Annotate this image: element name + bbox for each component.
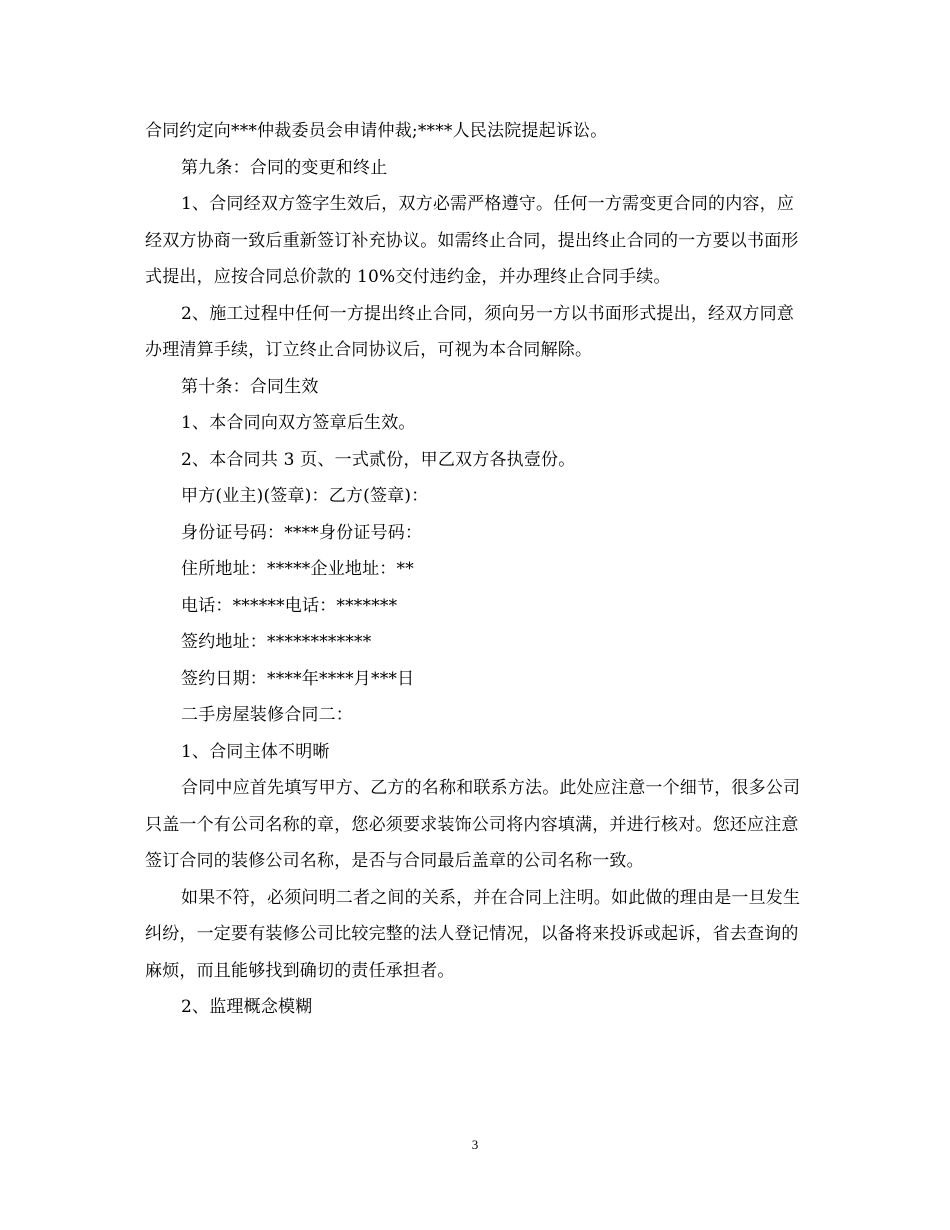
signature-party-line: 甲方(业主)(签章)：乙方(签章)： [181,486,429,506]
subheading-unclear-party: 1、合同主体不明晰 [181,741,330,762]
section-heading-contract-two: 二手房屋装修合同二： [181,705,353,725]
document-body [145,113,807,1026]
paragraph-contract-termination: 2、施工过程中任何一方提出终止合同，须向另一方以书面形式提出，经双方同意办理清算手续，订立终止合同协议后，可视为本合同解除。 [145,303,795,360]
id-number-line: 身份证号码：****身份证号码： [181,522,423,543]
paragraph-effective-clause: 1、本合同向双方签章后生效。 [181,413,416,433]
paragraph-mismatch-note: 如果不符，必须问明二者之间的关系，并在合同上注明。如此做的理由是一旦发生纠纷，一定要有装修公司比较完整的法人登记情况，以备将来投诉或起诉，省去查询的麻烦，而且能够找到确切的责任承担者。 [145,887,801,981]
address-line: 住所地址：*****企业地址：** [181,559,414,579]
paragraph-contract-modification: 1、合同经双方签字生效后，双方必需严格遵守。任何一方需变更合同的内容，应经双方协商一致后重新签订补充协议。如需终止合同，提出终止合同的一方要以书面形式提出，应按合同总价款的 10%交付违约金，并办理终止合同手续。 [145,194,799,287]
section-heading-article-9: 第九条：合同的变更和终止 [181,157,388,178]
page-number: 3 [471,1137,479,1152]
phone-line: 电话：******电话：******* [181,595,398,616]
section-heading-article-10: 第十条：合同生效 [181,376,319,397]
signing-date-line: 签约日期：****年****月***日 [181,668,415,689]
signing-location-line: 签约地址：************ [181,632,372,652]
paragraph-copies-clause: 2、本合同共 3 页、一式贰份，甲乙双方各执壹份。 [181,449,576,470]
subheading-supervision: 2、监理概念模糊 [181,997,313,1017]
paragraph-party-names: 合同中应首先填写甲方、乙方的名称和联系方法。此处应注意一个细节，很多公司只盖一个有公司名称的章，您必须要求装饰公司将内容填满，并进行核对。您还应注意签订合同的装修公司名称，是否与合同最后盖章的公司名称一致。 [145,778,801,871]
paragraph-arbitration-clause: 合同约定向***仲裁委员会申请仲裁;****人民法院提起诉讼。 [145,121,608,141]
